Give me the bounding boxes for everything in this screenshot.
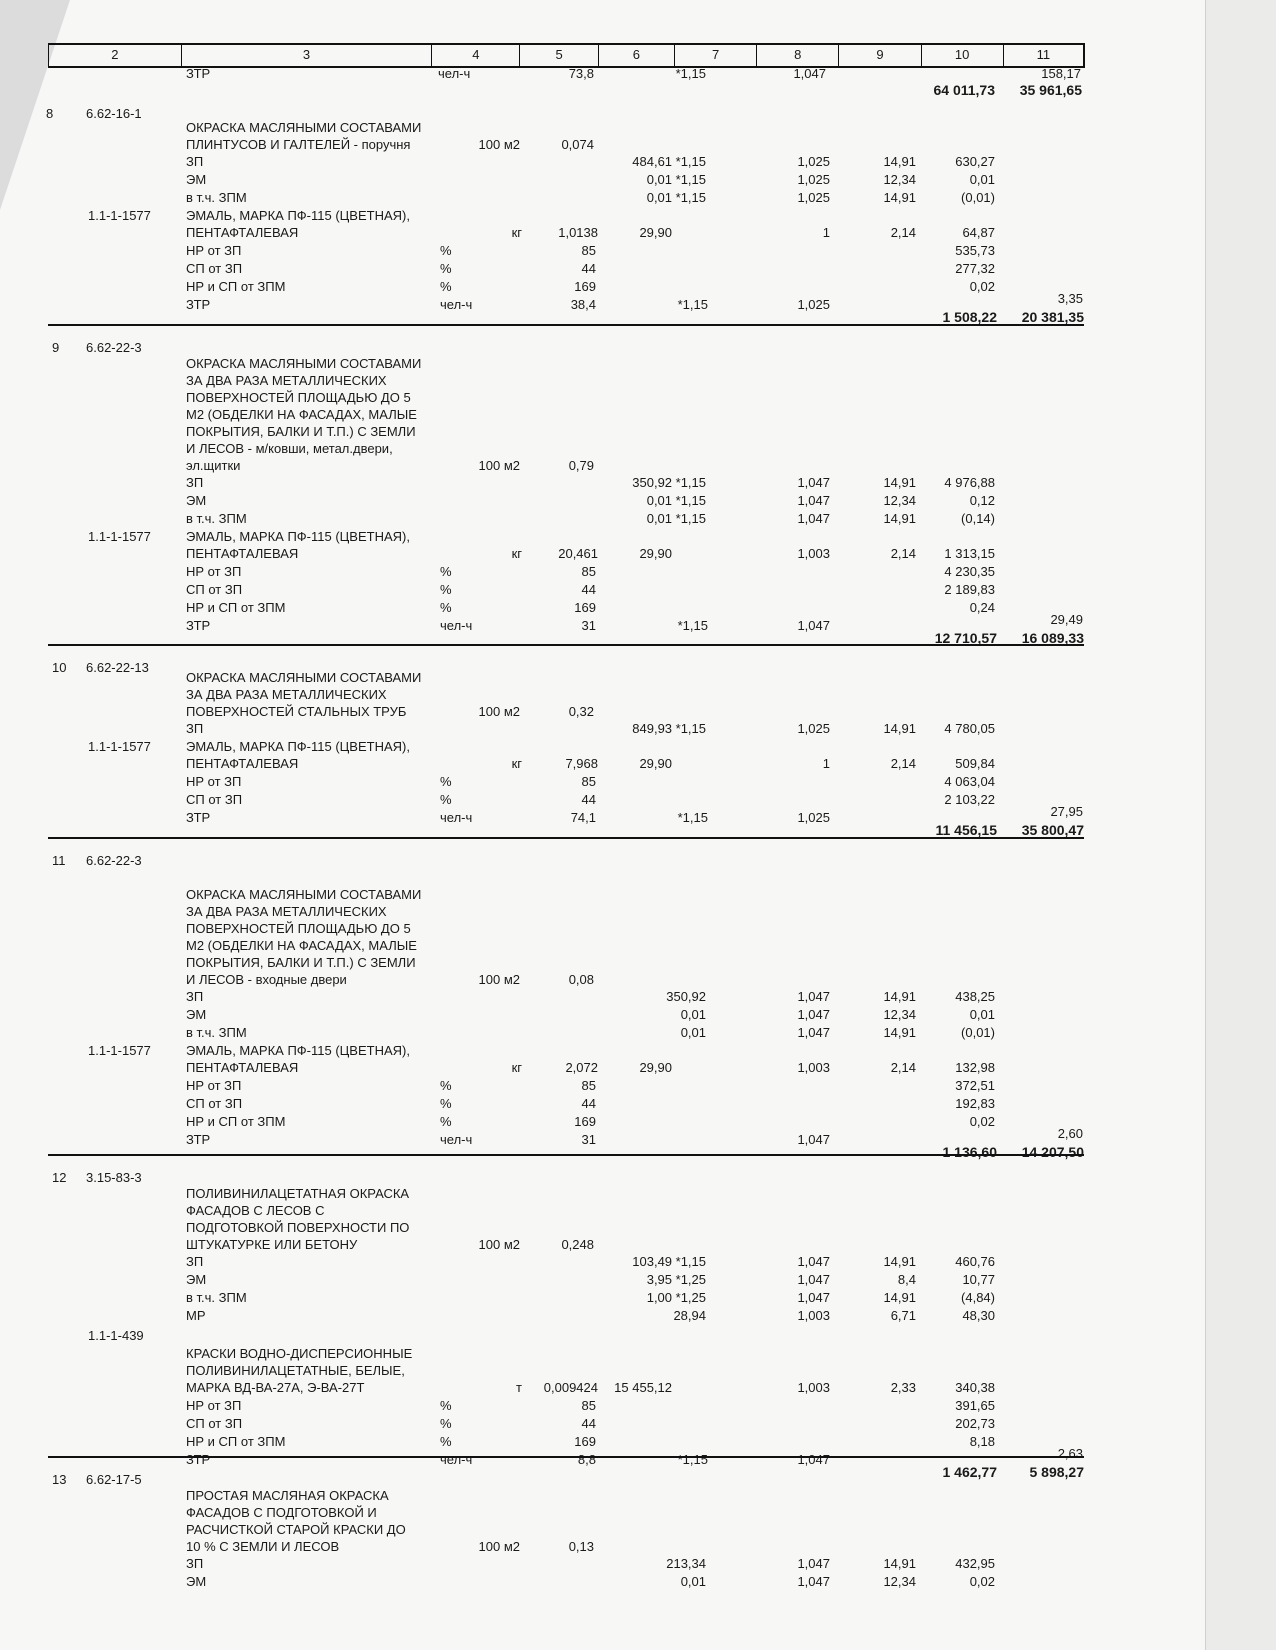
coefficient: 14,91 (883, 1254, 916, 1269)
overhead-label: НР и СП от ЗПМ (186, 600, 286, 615)
material-description: ПЕНТАФТАЛЕВАЯ (186, 756, 299, 771)
total-10: 1 136,60 (942, 1144, 997, 1160)
index: 1,047 (797, 1574, 830, 1589)
total-11: 20 381,35 (1021, 309, 1084, 325)
coefficient: 14,91 (883, 1290, 916, 1305)
coefficient: 14,91 (883, 475, 916, 490)
coefficient: 14,91 (883, 511, 916, 526)
index: 1,025 (797, 154, 830, 169)
coef: *1,15 (677, 810, 708, 825)
index: 1,047 (797, 511, 830, 526)
qty: 73,8 (568, 66, 594, 81)
overhead-label: СП от ЗП (186, 582, 243, 597)
unit: чел-ч (440, 297, 473, 312)
value-10: 4 976,88 (944, 475, 995, 490)
col-8: 8 (756, 45, 838, 66)
item-description: ОКРАСКА МАСЛЯНЫМИ СОСТАВАМИ (186, 887, 422, 902)
item-code: 6.62-17-5 (86, 1472, 142, 1487)
percent-sign: % (440, 1416, 452, 1431)
base-price: 350,92 (666, 989, 706, 1004)
index: 1,047 (797, 1025, 830, 1040)
page-edge (1205, 0, 1276, 1650)
row-separator (48, 644, 1084, 646)
qty: 0,074 (561, 137, 594, 152)
value-10: 432,95 (955, 1556, 995, 1571)
coefficient: 14,91 (883, 190, 916, 205)
value-10: 4 230,35 (944, 564, 995, 579)
base-price: 0,01 *1,15 (646, 493, 706, 508)
index: 1,047 (797, 475, 830, 490)
unit: кг (511, 756, 522, 771)
col-3: 3 (181, 45, 432, 66)
coefficient: 2,14 (890, 756, 916, 771)
price: 29,90 (639, 225, 672, 240)
value-10: 202,73 (955, 1416, 995, 1431)
coefficient: 14,91 (883, 154, 916, 169)
unit: кг (511, 1060, 522, 1075)
percent-sign: % (440, 261, 452, 276)
coefficient: 8,4 (897, 1272, 916, 1287)
item-description: ПОКРЫТИЯ, БАЛКИ И Т.П.) С ЗЕМЛИ (186, 955, 416, 970)
index: 1,047 (797, 493, 830, 508)
percent: 44 (581, 261, 596, 276)
total-10: 64 011,73 (933, 82, 995, 98)
value-10: 509,84 (955, 756, 995, 771)
base-price: 0,01 (680, 1574, 706, 1589)
item-number: 10 (52, 660, 67, 675)
value-10: 340,38 (955, 1380, 995, 1395)
line-label: ЗП (186, 1254, 204, 1269)
index: 1,047 (793, 66, 826, 81)
index: 1,047 (797, 989, 830, 1004)
coefficient: 12,34 (883, 172, 916, 187)
index: 1,025 (797, 721, 830, 736)
percent-sign: % (440, 1078, 452, 1093)
item-description: РАСЧИСТКОЙ СТАРОЙ КРАСКИ ДО (186, 1522, 406, 1537)
item-description: ПОКРЫТИЯ, БАЛКИ И Т.П.) С ЗЕМЛИ (186, 424, 416, 439)
percent-sign: % (440, 279, 452, 294)
unit: чел-ч (440, 810, 473, 825)
index: 1,047 (797, 1290, 830, 1305)
item-description: М2 (ОБДЕЛКИ НА ФАСАДАХ, МАЛЫЕ (186, 407, 417, 422)
percent: 169 (574, 279, 596, 294)
row-separator (48, 837, 1084, 839)
ztr-label: ЗТР (186, 810, 211, 825)
ztr-label: ЗТР (186, 66, 211, 81)
base-price: 3,95 *1,25 (646, 1272, 706, 1287)
material-description: ЭМАЛЬ, МАРКА ПФ-115 (ЦВЕТНАЯ), (186, 208, 410, 223)
value-10: (0,01) (961, 190, 995, 205)
total-10: 11 456,15 (935, 822, 997, 838)
percent-sign: % (440, 600, 452, 615)
value-10: (4,84) (961, 1290, 995, 1305)
row-separator (48, 1456, 1084, 1458)
total-10: 1 508,22 (942, 309, 997, 325)
unit: т (516, 1380, 522, 1395)
unit: 100 м2 (478, 972, 520, 987)
item-description: ПОЛИВИНИЛАЦЕТАТНАЯ ОКРАСКА (186, 1186, 410, 1201)
value-10: 535,73 (955, 243, 995, 258)
index: 1 (822, 756, 830, 771)
col-6: 6 (598, 45, 674, 66)
base-price: 0,01 *1,15 (646, 511, 706, 526)
value-10: 2 189,83 (944, 582, 995, 597)
overhead-label: НР и СП от ЗПМ (186, 1434, 286, 1449)
item-description: ЗА ДВА РАЗА МЕТАЛЛИЧЕСКИХ (186, 687, 387, 702)
percent: 169 (574, 600, 596, 615)
line-label: ЗП (186, 1556, 204, 1571)
material-description: ЭМАЛЬ, МАРКА ПФ-115 (ЦВЕТНАЯ), (186, 739, 410, 754)
line-label: в т.ч. ЗПМ (186, 511, 247, 526)
col-9: 9 (838, 45, 920, 66)
total-10: 1 462,77 (942, 1464, 997, 1480)
item-description: ОКРАСКА МАСЛЯНЫМИ СОСТАВАМИ (186, 356, 422, 371)
coefficient: 2,14 (890, 1060, 916, 1075)
coef: *1,15 (677, 618, 708, 633)
qty: 0,79 (568, 458, 594, 473)
qty: 0,248 (561, 1237, 594, 1252)
item-description: ОКРАСКА МАСЛЯНЫМИ СОСТАВАМИ (186, 120, 422, 135)
line-label: ЗП (186, 721, 204, 736)
index: 1,025 (797, 810, 830, 825)
coefficient: 14,91 (883, 989, 916, 1004)
item-code: 6.62-22-3 (86, 340, 142, 355)
item-number: 11 (52, 853, 66, 868)
item-code: 6.62-16-1 (86, 106, 142, 121)
value-10: 192,83 (955, 1096, 995, 1111)
item-description: И ЛЕСОВ - входные двери (186, 972, 347, 987)
unit: чел-ч (440, 618, 473, 633)
value-10: 0,02 (969, 1114, 995, 1129)
material-code: 1.1-1-1577 (88, 739, 151, 754)
overhead-label: СП от ЗП (186, 1096, 243, 1111)
unit: 100 м2 (478, 137, 520, 152)
value-11: 2,63 (1057, 1446, 1083, 1461)
qty: 20,461 (558, 546, 598, 561)
value-10: 1 313,15 (944, 546, 995, 561)
unit: кг (511, 546, 522, 561)
material-description: ЭМАЛЬ, МАРКА ПФ-115 (ЦВЕТНАЯ), (186, 529, 410, 544)
overhead-label: НР от ЗП (186, 564, 242, 579)
index: 1,047 (797, 1556, 830, 1571)
value-11: 29,49 (1050, 612, 1083, 627)
percent-sign: % (440, 582, 452, 597)
value-10: 372,51 (955, 1078, 995, 1093)
value-10: 64,87 (962, 225, 995, 240)
value-10: 48,30 (962, 1308, 995, 1323)
line-label: в т.ч. ЗПМ (186, 1290, 247, 1305)
value-10: (0,01) (961, 1025, 995, 1040)
base-price: 103,49 *1,15 (632, 1254, 706, 1269)
base-price: 849,93 *1,15 (632, 721, 706, 736)
coefficient: 2,14 (890, 546, 916, 561)
overhead-label: СП от ЗП (186, 792, 243, 807)
line-label: МР (186, 1308, 206, 1323)
value-11: 27,95 (1050, 804, 1083, 819)
col-10: 10 (921, 45, 1003, 66)
index: 1,047 (797, 1272, 830, 1287)
item-description: ФАСАДОВ С ПОДГОТОВКОЙ И (186, 1505, 377, 1520)
material-description: ПЕНТАФТАЛЕВАЯ (186, 225, 299, 240)
index: 1,047 (797, 1452, 830, 1467)
value-10: 4 063,04 (944, 774, 995, 789)
item-description: ПРОСТАЯ МАСЛЯНАЯ ОКРАСКА (186, 1488, 389, 1503)
line-label: ЗП (186, 989, 204, 1004)
unit: 100 м2 (478, 704, 520, 719)
index: 1,047 (797, 1007, 830, 1022)
qty: 7,968 (565, 756, 598, 771)
overhead-label: НР и СП от ЗПМ (186, 1114, 286, 1129)
percent: 85 (581, 1078, 596, 1093)
value-10: 0,02 (969, 279, 995, 294)
base-price: 0,01 *1,15 (646, 190, 706, 205)
coefficient: 12,34 (883, 1007, 916, 1022)
unit: 100 м2 (478, 1539, 520, 1554)
index: 1,047 (797, 1132, 830, 1147)
ztr-label: ЗТР (186, 1132, 211, 1147)
percent-sign: % (440, 1398, 452, 1413)
unit: кг (511, 225, 522, 240)
value-10: 0,12 (969, 493, 995, 508)
index: 1,003 (797, 1308, 830, 1323)
coefficient: 2,33 (890, 1380, 916, 1395)
qty: 74,1 (570, 810, 596, 825)
overhead-label: НР от ЗП (186, 243, 242, 258)
price: 29,90 (639, 1060, 672, 1075)
coefficient: 12,34 (883, 493, 916, 508)
material-description: КРАСКИ ВОДНО-ДИСПЕРСИОННЫЕ (186, 1346, 413, 1361)
coef: *1,15 (675, 66, 706, 81)
item-number: 9 (52, 340, 60, 355)
value-11: 158,17 (1041, 66, 1081, 81)
index: 1,003 (797, 546, 830, 561)
base-price: 28,94 (673, 1308, 706, 1323)
col-2: 2 (48, 45, 181, 66)
page-fold (0, 0, 70, 210)
item-code: 3.15-83-3 (86, 1170, 142, 1185)
percent-sign: % (440, 1434, 452, 1449)
value-10: 438,25 (955, 989, 995, 1004)
qty: 38,4 (570, 297, 596, 312)
item-number: 8 (46, 106, 54, 121)
line-label: в т.ч. ЗПМ (186, 190, 247, 205)
base-price: 484,61 *1,15 (632, 154, 706, 169)
percent-sign: % (440, 243, 452, 258)
value-10: 10,77 (962, 1272, 995, 1287)
item-code: 6.62-22-3 (86, 853, 142, 868)
value-10: 132,98 (955, 1060, 995, 1075)
line-label: ЭМ (186, 1272, 207, 1287)
unit: чел-ч (438, 66, 471, 81)
percent: 169 (574, 1434, 596, 1449)
price: 29,90 (639, 756, 672, 771)
coefficient: 2,14 (890, 225, 916, 240)
item-description: ПОВЕРХНОСТЕЙ СТАЛЬНЫХ ТРУБ (186, 704, 407, 719)
index: 1 (822, 225, 830, 240)
unit: чел-ч (440, 1132, 473, 1147)
line-label: ЗП (186, 154, 204, 169)
coefficient: 14,91 (883, 1556, 916, 1571)
item-description: ЗА ДВА РАЗА МЕТАЛЛИЧЕСКИХ (186, 904, 387, 919)
percent: 85 (581, 774, 596, 789)
item-description: ПОДГОТОВКОЙ ПОВЕРХНОСТИ ПО (186, 1220, 410, 1235)
overhead-label: НР от ЗП (186, 774, 242, 789)
value-10: (0,14) (961, 511, 995, 526)
qty: 0,009424 (543, 1380, 598, 1395)
value-10: 277,32 (955, 261, 995, 276)
index: 1,047 (797, 618, 830, 633)
total-10: 12 710,57 (934, 630, 997, 646)
index: 1,025 (797, 172, 830, 187)
item-description: ПОВЕРХНОСТЕЙ ПЛОЩАДЬЮ ДО 5 (186, 921, 411, 936)
item-code: 6.62-22-13 (86, 660, 149, 675)
unit: 100 м2 (478, 458, 520, 473)
overhead-label: СП от ЗП (186, 261, 243, 276)
item-description: ЗА ДВА РАЗА МЕТАЛЛИЧЕСКИХ (186, 373, 387, 388)
item-description: эл.щитки (186, 458, 241, 473)
item-number: 12 (52, 1170, 67, 1185)
base-price: 0,01 (680, 1007, 706, 1022)
value-10: 391,65 (955, 1398, 995, 1413)
material-code: 1.1-1-1577 (88, 529, 151, 544)
percent: 44 (581, 1096, 596, 1111)
qty: 0,32 (568, 704, 594, 719)
percent: 85 (581, 564, 596, 579)
unit: чел-ч (440, 1452, 473, 1467)
coefficient: 14,91 (883, 1025, 916, 1040)
percent-sign: % (440, 1114, 452, 1129)
value-10: 630,27 (955, 154, 995, 169)
percent: 169 (574, 1114, 596, 1129)
unit: 100 м2 (478, 1237, 520, 1252)
percent-sign: % (440, 564, 452, 579)
percent: 44 (581, 1416, 596, 1431)
percent: 44 (581, 792, 596, 807)
overhead-label: СП от ЗП (186, 1416, 243, 1431)
total-11: 35 800,47 (1021, 822, 1084, 838)
qty: 31 (581, 618, 596, 633)
index: 1,025 (797, 190, 830, 205)
value-11: 2,60 (1057, 1126, 1083, 1141)
percent-sign: % (440, 774, 452, 789)
material-description: ПЕНТАФТАЛЕВАЯ (186, 1060, 299, 1075)
coefficient: 6,71 (890, 1308, 916, 1323)
coefficient: 12,34 (883, 1574, 916, 1589)
value-10: 4 780,05 (944, 721, 995, 736)
percent: 44 (581, 582, 596, 597)
value-10: 460,76 (955, 1254, 995, 1269)
qty: 31 (581, 1132, 596, 1147)
index: 1,025 (797, 297, 830, 312)
material-description: ПЕНТАФТАЛЕВАЯ (186, 546, 299, 561)
total-11: 16 089,33 (1021, 630, 1084, 646)
percent: 85 (581, 243, 596, 258)
material-description: МАРКА ВД-ВА-27А, Э-ВА-27Т (186, 1380, 365, 1395)
ztr-label: ЗТР (186, 618, 211, 633)
value-10: 2 103,22 (944, 792, 995, 807)
base-price: 1,00 *1,25 (646, 1290, 706, 1305)
line-label: ЗП (186, 475, 204, 490)
base-price: 350,92 *1,15 (632, 475, 706, 490)
value-11: 3,35 (1057, 291, 1083, 306)
col-7: 7 (674, 45, 756, 66)
col-4: 4 (431, 45, 519, 66)
value-10: 8,18 (969, 1434, 995, 1449)
line-label: ЭМ (186, 172, 207, 187)
percent: 85 (581, 1398, 596, 1413)
item-description: ПОВЕРХНОСТЕЙ ПЛОЩАДЬЮ ДО 5 (186, 390, 411, 405)
value-10: 0,01 (969, 1007, 995, 1022)
line-label: ЭМ (186, 493, 207, 508)
ztr-label: ЗТР (186, 297, 211, 312)
item-description: ОКРАСКА МАСЛЯНЫМИ СОСТАВАМИ (186, 670, 422, 685)
row-separator (48, 324, 1084, 326)
index: 1,003 (797, 1060, 830, 1075)
col-11: 11 (1003, 45, 1083, 66)
material-description: ПОЛИВИНИЛАЦЕТАТНЫЕ, БЕЛЫЕ, (186, 1363, 405, 1378)
material-code: 1.1-1-439 (88, 1328, 144, 1343)
coefficient: 14,91 (883, 721, 916, 736)
item-description: И ЛЕСОВ - м/ковши, метал.двери, (186, 441, 393, 456)
qty: 2,072 (565, 1060, 598, 1075)
price: 15 455,12 (614, 1380, 672, 1395)
line-label: ЭМ (186, 1007, 207, 1022)
value-10: 0,02 (969, 1574, 995, 1589)
col-5: 5 (519, 45, 597, 66)
item-description: 10 % С ЗЕМЛИ И ЛЕСОВ (186, 1539, 340, 1554)
line-label: в т.ч. ЗПМ (186, 1025, 247, 1040)
percent-sign: % (440, 1096, 452, 1111)
overhead-label: НР и СП от ЗПМ (186, 279, 286, 294)
overhead-label: НР от ЗП (186, 1398, 242, 1413)
line-label: ЭМ (186, 1574, 207, 1589)
price: 29,90 (639, 546, 672, 561)
value-10: 0,24 (969, 600, 995, 615)
overhead-label: НР от ЗП (186, 1078, 242, 1093)
row-separator (48, 1154, 1084, 1156)
index: 1,003 (797, 1380, 830, 1395)
qty: 1,0138 (558, 225, 598, 240)
item-description: ШТУКАТУРКЕ ИЛИ БЕТОНУ (186, 1237, 358, 1252)
index: 1,047 (797, 1254, 830, 1269)
coef: *1,15 (677, 297, 708, 312)
item-number: 13 (52, 1472, 67, 1487)
total-11: 5 898,27 (1029, 1464, 1084, 1480)
material-description: ЭМАЛЬ, МАРКА ПФ-115 (ЦВЕТНАЯ), (186, 1043, 410, 1058)
ztr-label: ЗТР (186, 1452, 211, 1467)
qty: 8,8 (577, 1452, 596, 1467)
total-11: 35 961,65 (1019, 82, 1082, 98)
coef: *1,15 (677, 1452, 708, 1467)
value-10: 0,01 (969, 172, 995, 187)
total-11: 14 207,50 (1021, 1144, 1084, 1160)
qty: 0,08 (568, 972, 594, 987)
item-description: М2 (ОБДЕЛКИ НА ФАСАДАХ, МАЛЫЕ (186, 938, 417, 953)
base-price: 0,01 (680, 1025, 706, 1040)
material-code: 1.1-1-1577 (88, 1043, 151, 1058)
item-description: ПЛИНТУСОВ И ГАЛТЕЛЕЙ - поручня (186, 137, 411, 152)
percent-sign: % (440, 792, 452, 807)
base-price: 0,01 *1,15 (646, 172, 706, 187)
column-header (48, 43, 1085, 68)
base-price: 213,34 (666, 1556, 706, 1571)
item-description: ФАСАДОВ С ЛЕСОВ С (186, 1203, 325, 1218)
qty: 0,13 (568, 1539, 594, 1554)
material-code: 1.1-1-1577 (88, 208, 151, 223)
